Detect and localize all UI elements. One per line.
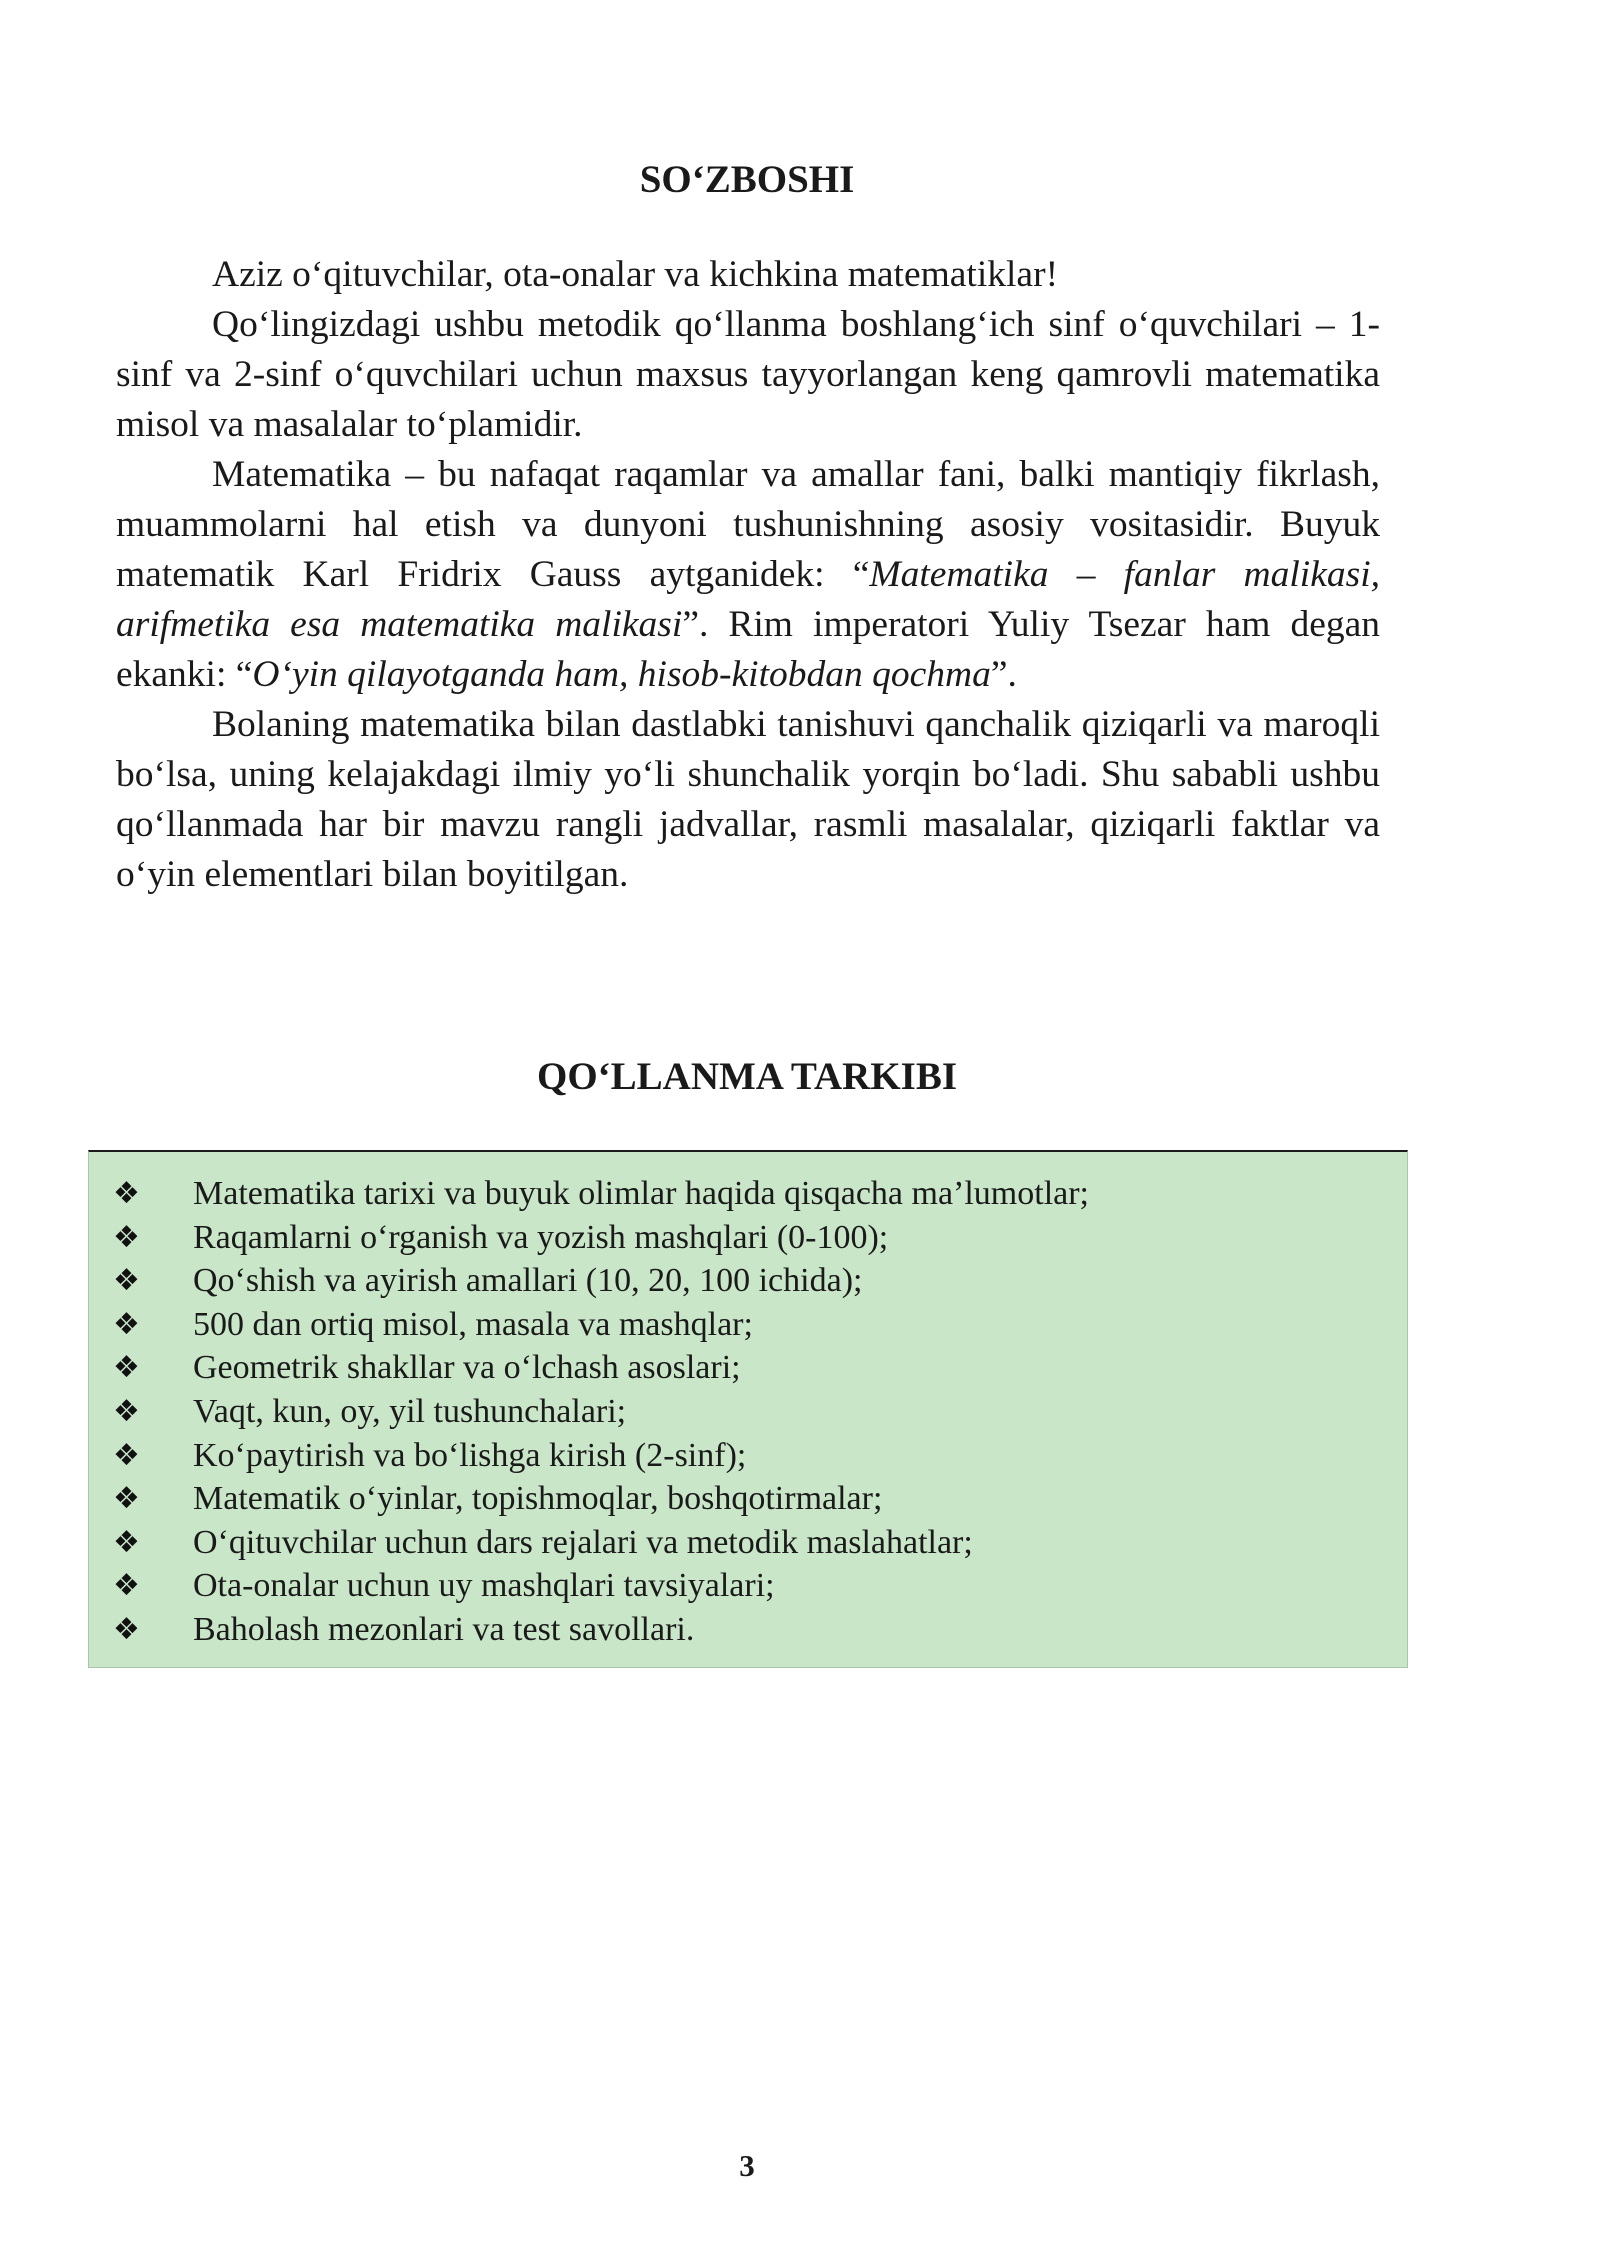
contents-item [89,1259,1407,1303]
contents-item [89,1346,1407,1390]
contents-item [89,1477,1407,1521]
four-diamond-bullet-icon: ❖ [113,1306,140,1342]
page-number: 3 [739,2148,755,2183]
contents-item-text: Geometrik shakllar va o‘lchash asoslari; [193,1349,741,1387]
contents-title: QO‘LLANMA TARKIBI [536,1055,958,1098]
contents-item-text: Raqamlarni o‘rganish va yozish mashqlari (0-100); [193,1218,889,1256]
four-diamond-bullet-icon: ❖ [113,1437,140,1473]
contents-item [89,1390,1407,1434]
quote-lead-text: Matematika – bu nafaqat raqamlar va amallar fani, balki mantiqiy fikrlash, muammolarni hal etish va dunyoni tushunishning asosiy vositasidir. Buyuk matematik Karl Fridrix Gauss aytganidek: “ [116,454,1380,595]
four-diamond-bullet-icon: ❖ [113,1219,140,1255]
four-diamond-bullet-icon: ❖ [113,1263,140,1299]
contents-box [88,1150,1408,1668]
contents-list [89,1172,1407,1652]
contents-item [89,1172,1407,1216]
preface-paragraph-greeting: Aziz o‘qituvchilar, ota-onalar va kichkina matematiklar! [212,254,1059,295]
contents-item-text: Ota-onalar uchun uy mashqlari tavsiyalari; [193,1567,775,1605]
contents-item [89,1434,1407,1478]
contents-item-text: Matematik o‘yinlar, topishmoqlar, boshqotirmalar; [193,1480,883,1518]
four-diamond-bullet-icon: ❖ [113,1350,140,1386]
gauss-quote: Matematika – fanlar malikasi, arifmetika esa matematika malikasi [116,554,1380,645]
contents-item [89,1608,1407,1652]
four-diamond-bullet-icon: ❖ [113,1524,140,1560]
quote-middle-text: ”. Rim imperatori Yuliy Tsezar ham degan ekanki: “ [116,604,1380,695]
contents-item-text: Qo‘shish va ayirish amallari (10, 20, 100 ichida); [193,1262,863,1300]
four-diamond-bullet-icon: ❖ [113,1393,140,1429]
contents-item-text: O‘qituvchilar uchun dars rejalari va metodik maslahatlar; [193,1523,973,1561]
contents-item [89,1303,1407,1347]
preface-paragraph-closing: Bolaning matematika bilan dastlabki tanishuvi qanchalik qiziqarli va maroqli bo‘lsa, uning kelajakdagi ilmiy yo‘li shunchalik yorqin bo‘ladi. Shu sababli ushbu qo‘llanmada har bir mavzu rangli jadvallar, rasmli masalalar, qiziqarli faktlar va o‘yin elementlari bilan boyitilgan. [116,704,1380,895]
contents-item [89,1564,1407,1608]
four-diamond-bullet-icon: ❖ [113,1568,140,1604]
contents-item-text: 500 dan ortiq misol, masala va mashqlar; [193,1305,753,1343]
four-diamond-bullet-icon: ❖ [113,1481,140,1517]
caesar-quote: O‘yin qilayotganda ham, hisob-kitobdan qochma [252,654,991,695]
contents-item [89,1521,1407,1565]
contents-item [89,1216,1407,1260]
quote-end-text: ”. [990,654,1017,695]
preface-paragraph-quotes [116,450,1380,700]
contents-item-text: Baholash mezonlari va test savollari. [193,1610,695,1648]
preface-body [116,250,1380,900]
four-diamond-bullet-icon: ❖ [113,1176,140,1211]
four-diamond-bullet-icon: ❖ [113,1611,140,1647]
contents-item-text: Vaqt, kun, oy, yil tushunchalari; [193,1392,627,1430]
preface-paragraph-intro: Qo‘lingizdagi ushbu metodik qo‘llanma boshlang‘ich sinf o‘quvchilari – 1-sinf va 2-sinf o‘quvchilari uchun maxsus tayyorlangan keng qamrovli matematika misol va masalalar to‘plamidir. [116,304,1380,445]
contents-item-text: Ko‘paytirish va bo‘lishga kirish (2-sinf); [193,1436,747,1474]
preface-title: SO‘ZBOSHI [639,158,855,201]
contents-item-text: Matematika tarixi va buyuk olimlar haqida qisqacha ma’lumotlar; [193,1175,1090,1212]
